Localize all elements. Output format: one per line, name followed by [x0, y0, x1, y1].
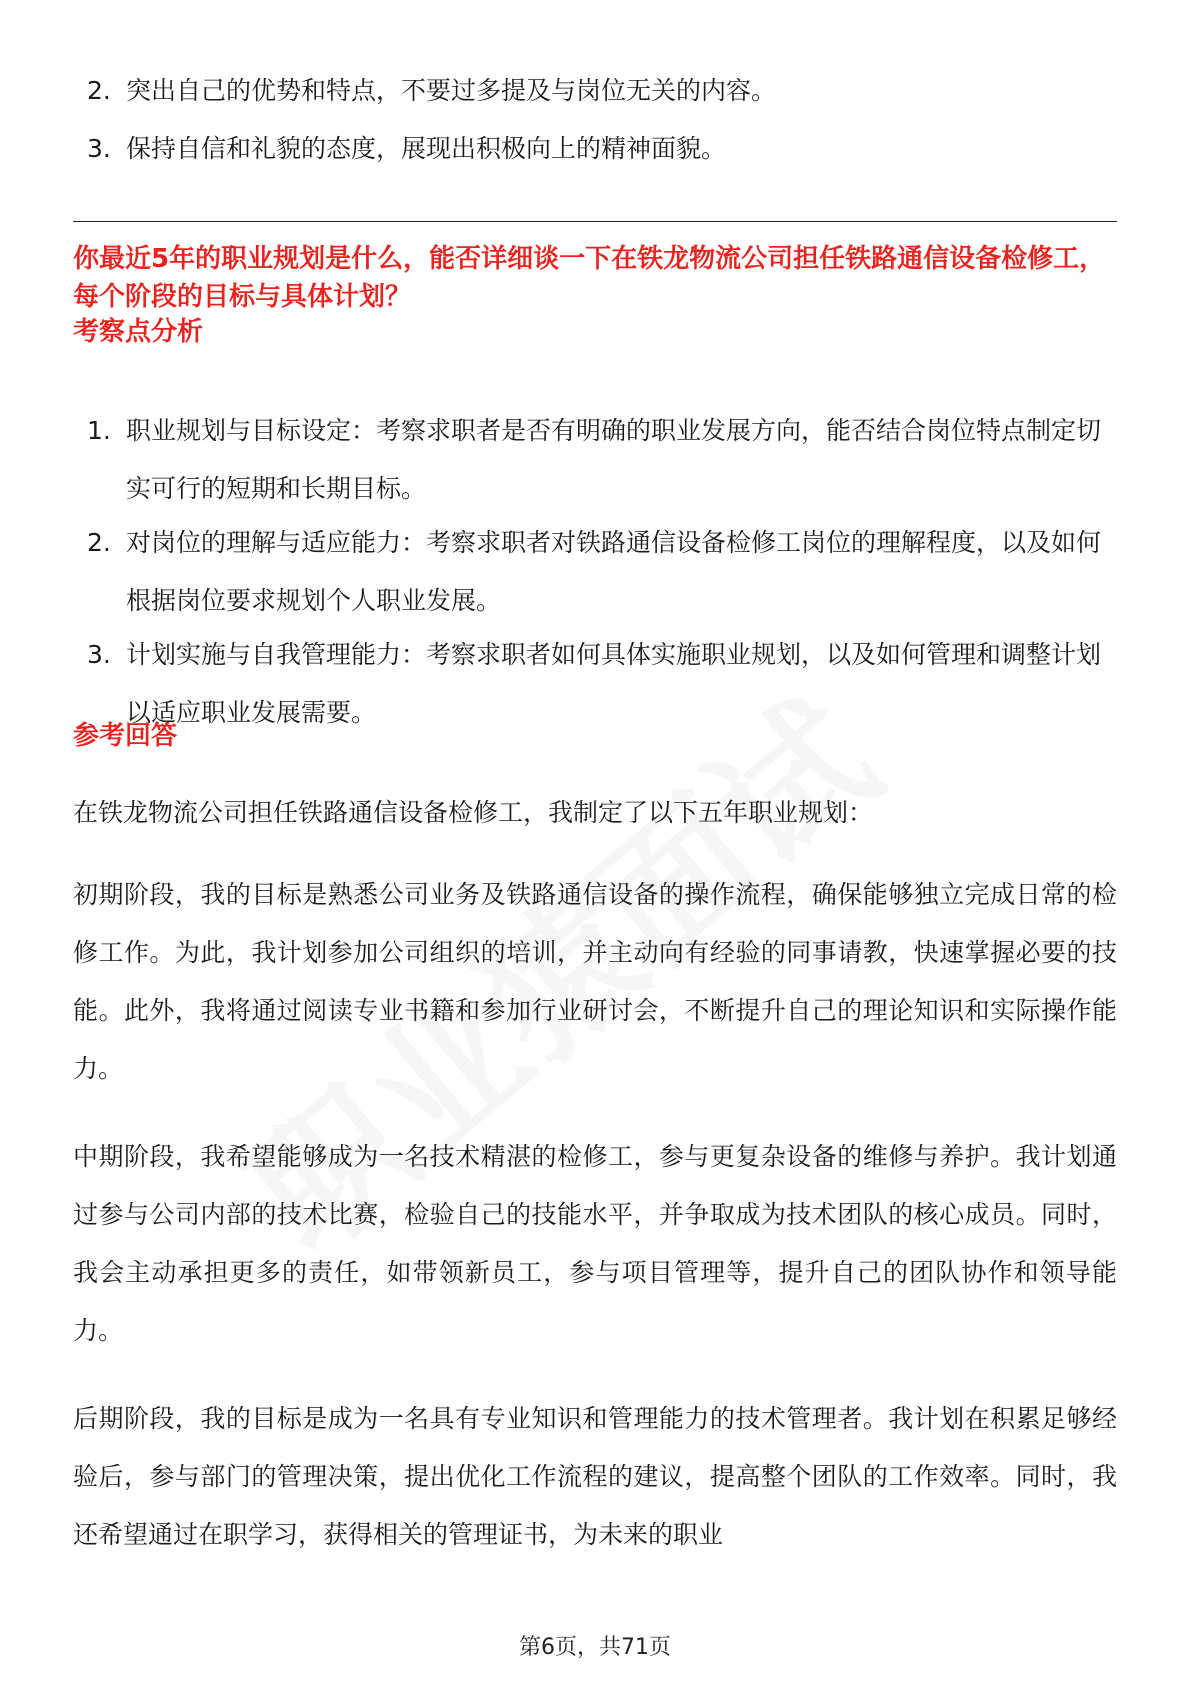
- list-item: [73, 120, 1117, 178]
- answer-section: [73, 798, 1117, 1594]
- answer-paragraph: 在铁龙物流公司担任铁路通信设备检修工，我制定了以下五年职业规划：: [73, 798, 874, 827]
- list-item-number: 3.: [87, 640, 111, 669]
- page-footer: 第6页，共71页: [519, 1635, 671, 1660]
- list-item-number: 2.: [87, 528, 111, 557]
- top-list-section: [73, 62, 1117, 178]
- list-item-text: 对岗位的理解与适应能力：考察求职者对铁路通信设备检修工岗位的理解程度，以及如何根据岗位要求规划个人职业发展。: [126, 528, 1102, 615]
- top-list: [73, 62, 1117, 178]
- answer-paragraph: 初期阶段，我的目标是熟悉公司业务及铁路通信设备的操作流程，确保能够独立完成日常的检修工作。为此，我计划参加公司组织的培训，并主动向有经验的同事请教，快速掌握必要的技能。此外，我将通过阅读专业书籍和参加行业研讨会，不断提升自己的理论知识和实际操作能力。: [73, 880, 1117, 1083]
- list-item-number: 1.: [87, 416, 111, 445]
- list-item-text: 保持自信和礼貌的态度，展现出积极向上的精神面貌。: [126, 134, 727, 163]
- answer-paragraph: 后期阶段，我的目标是成为一名具有专业知识和管理能力的技术管理者。我计划在积累足够经验后，参与部门的管理决策，提出优化工作流程的建议，提高整个团队的工作效率。同时，我还希望通过在职学习，获得相关的管理证书，为未来的职业: [73, 1404, 1117, 1549]
- list-item-text: 突出自己的优势和特点，不要过多提及与岗位无关的内容。: [126, 76, 777, 105]
- list-item-number: 2.: [87, 76, 111, 105]
- answer-title: 参考回答: [73, 721, 178, 751]
- list-item: [73, 514, 1117, 630]
- list-item-text: 职业规划与目标设定：考察求职者是否有明确的职业发展方向，能否结合岗位特点制定切实可行的短期和长期目标。: [126, 416, 1102, 503]
- analysis-section: [73, 402, 1117, 742]
- section-divider: [73, 221, 1117, 222]
- analysis-list: [73, 402, 1117, 742]
- list-item: [73, 62, 1117, 120]
- list-item-text: 计划实施与自我管理能力：考察求职者如何具体实施职业规划，以及如何管理和调整计划以适应职业发展需要。: [126, 640, 1102, 727]
- analysis-title: 考察点分析: [73, 317, 204, 347]
- answer-paragraph: 中期阶段，我希望能够成为一名技术精湛的检修工，参与更复杂设备的维修与养护。我计划通过参与公司内部的技术比赛，检验自己的技能水平，并争取成为技术团队的核心成员。同时，我会主动承担更多的责任，如带领新员工，参与项目管理等，提升自己的团队协作和领导能力。: [73, 1142, 1117, 1345]
- question-heading: 你最近5年的职业规划是什么，能否详细谈一下在铁龙物流公司担任铁路通信设备检修工，每个阶段的目标与具体计划？: [73, 244, 1106, 312]
- list-item-number: 3.: [87, 134, 111, 163]
- list-item: [73, 402, 1117, 518]
- list-item: [73, 626, 1117, 742]
